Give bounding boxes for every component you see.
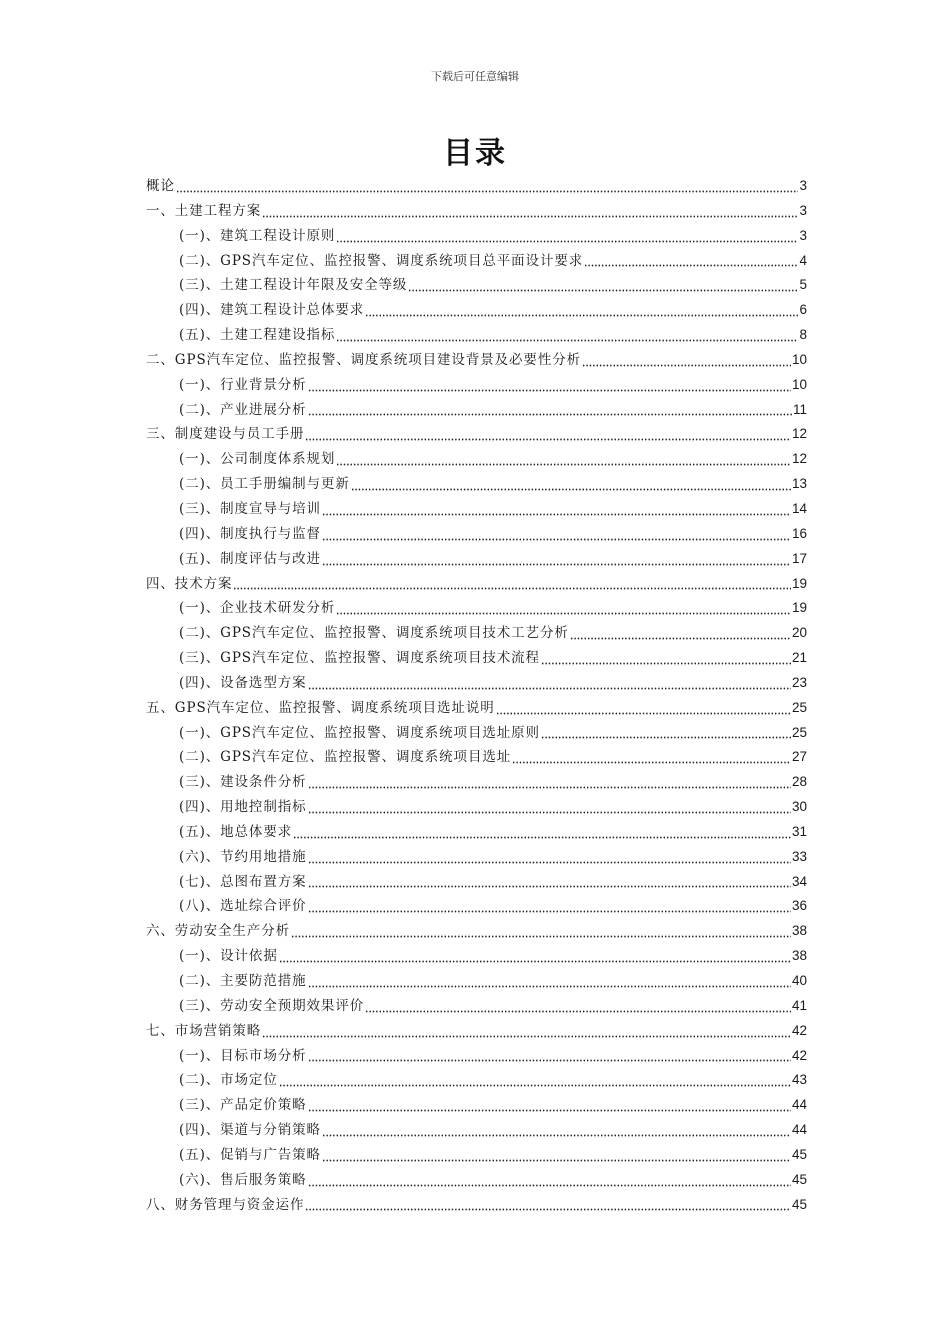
toc-entry-title[interactable]: (八)、选址综合评价: [179, 898, 307, 915]
toc-entry[interactable]: [146, 522, 807, 547]
toc-page-number[interactable]: 3: [799, 178, 807, 193]
toc-page-number[interactable]: 14: [791, 500, 807, 516]
toc-dot-leader: [308, 802, 791, 814]
toc-entry-title[interactable]: (一)、目标市场分析: [179, 1047, 307, 1064]
toc-entry[interactable]: [146, 1093, 807, 1118]
toc-page-number[interactable]: 3: [799, 202, 807, 218]
toc-page-number[interactable]: 45: [791, 1171, 807, 1187]
toc-page-number[interactable]: 16: [791, 525, 807, 541]
toc-page-number[interactable]: 17: [791, 550, 807, 566]
toc-page-number[interactable]: 45: [791, 1146, 807, 1162]
toc-entry-title[interactable]: (二)、GPS汽车定位、监控报警、调度系统项目总平面设计要求: [179, 252, 584, 269]
toc-dot-leader: [308, 1175, 791, 1187]
toc-page-number[interactable]: 27: [791, 749, 807, 765]
toc-page-number[interactable]: 31: [791, 823, 807, 839]
toc-dot-leader: [262, 206, 798, 218]
toc-entry-title[interactable]: (三)、劳动安全预期效果评价: [179, 997, 365, 1014]
toc-page-number[interactable]: 23: [791, 674, 807, 690]
toc-entry[interactable]: [146, 447, 807, 472]
toc-entry-title[interactable]: (三)、建设条件分析: [179, 774, 307, 791]
toc-entry[interactable]: [146, 919, 807, 944]
toc-entry[interactable]: [146, 944, 807, 969]
toc-dot-leader: [351, 479, 791, 491]
toc-page-number[interactable]: 6: [799, 302, 807, 318]
toc-entry-title[interactable]: (五)、促销与广告策略: [179, 1146, 321, 1163]
toc-entry-title[interactable]: (二)、GPS汽车定位、监控报警、调度系统项目技术工艺分析: [179, 625, 569, 642]
toc-dot-leader: [336, 330, 798, 342]
toc-dot-leader: [293, 827, 791, 839]
toc-dot-leader: [322, 529, 791, 541]
toc-entry-title[interactable]: 五、GPS汽车定位、监控报警、调度系统项目选址说明: [146, 699, 495, 716]
toc-page-number[interactable]: 20: [791, 625, 807, 641]
toc-entry-title[interactable]: 二、GPS汽车定位、监控报警、调度系统项目建设背景及必要性分析: [146, 351, 582, 368]
toc-entry[interactable]: [146, 398, 807, 423]
toc-entry-title[interactable]: (六)、节约用地措施: [179, 848, 307, 865]
toc-dot-leader: [512, 752, 791, 764]
toc-dot-leader: [322, 554, 791, 566]
toc-page-number[interactable]: 13: [791, 476, 807, 492]
toc-entry[interactable]: [146, 621, 807, 646]
toc-page-number[interactable]: 40: [791, 973, 807, 988]
toc-entry-title[interactable]: (一)、公司制度体系规划: [179, 451, 336, 468]
toc-page-number[interactable]: 12: [791, 451, 807, 467]
toc-entry[interactable]: [146, 1118, 807, 1143]
toc-dot-leader: [541, 727, 791, 739]
toc-title: 目录: [443, 136, 507, 171]
toc-entry[interactable]: [146, 994, 807, 1019]
toc-entry[interactable]: [146, 497, 807, 522]
toc-entry[interactable]: [146, 323, 807, 348]
toc-dot-leader: [308, 1100, 791, 1112]
toc-dot-leader: [541, 653, 791, 665]
toc-entry-title[interactable]: (二)、市场定位: [179, 1072, 278, 1089]
toc-entry[interactable]: [146, 547, 807, 572]
toc-dot-leader: [233, 578, 791, 590]
toc-entry[interactable]: [146, 795, 807, 820]
toc-page-number[interactable]: 19: [791, 600, 807, 616]
toc-dot-leader: [336, 454, 791, 466]
toc-dot-leader: [308, 678, 791, 690]
toc-page-number[interactable]: 11: [792, 401, 807, 417]
toc-page-number[interactable]: 33: [791, 848, 807, 864]
toc-page-number[interactable]: 8: [799, 327, 807, 343]
toc-page-number[interactable]: 41: [791, 997, 807, 1013]
toc-page-number[interactable]: 42: [791, 1022, 807, 1038]
toc-entry-title[interactable]: (二)、员工手册编制与更新: [179, 476, 350, 493]
toc-entry[interactable]: [146, 671, 807, 696]
toc-entry-title[interactable]: (一)、企业技术研发分析: [179, 600, 336, 617]
toc-page-number[interactable]: 43: [791, 1072, 807, 1088]
toc-dot-leader: [176, 181, 798, 193]
toc-dot-leader: [322, 504, 791, 516]
toc-entry-title[interactable]: 六、劳动安全生产分析: [146, 923, 290, 940]
toc-dot-leader: [279, 1075, 791, 1087]
toc-dot-leader: [584, 255, 798, 267]
toc-entry[interactable]: [146, 273, 807, 298]
toc-entry[interactable]: [146, 646, 807, 671]
toc-entry[interactable]: [146, 174, 807, 199]
toc-entry[interactable]: [146, 373, 807, 398]
toc-entry[interactable]: [146, 820, 807, 845]
toc-entry-title[interactable]: (七)、总图布置方案: [179, 873, 307, 890]
toc-entry-title[interactable]: (三)、GPS汽车定位、监控报警、调度系统项目技术流程: [179, 650, 540, 667]
toc-entry-title[interactable]: (一)、行业背景分析: [179, 376, 307, 393]
toc-entry-title[interactable]: (一)、GPS汽车定位、监控报警、调度系统项目选址原则: [179, 724, 540, 741]
toc-entry[interactable]: [146, 422, 807, 447]
toc-page-number[interactable]: 3: [799, 227, 807, 243]
toc-page-number[interactable]: 10: [791, 351, 807, 367]
toc-page-number[interactable]: 25: [791, 699, 807, 715]
toc-page-number[interactable]: 44: [791, 1097, 807, 1113]
toc-entry-title[interactable]: (四)、制度执行与监督: [179, 525, 321, 542]
toc-page-number[interactable]: 25: [791, 724, 807, 740]
toc-page-number[interactable]: 34: [791, 873, 807, 889]
toc-entry[interactable]: [146, 1168, 807, 1193]
toc-page-number[interactable]: 44: [791, 1122, 807, 1138]
toc-dot-leader: [308, 1050, 791, 1062]
toc-page-number[interactable]: 30: [791, 799, 807, 815]
toc-entry-title[interactable]: 四、技术方案: [146, 575, 233, 592]
toc-dot-leader: [365, 1001, 791, 1013]
toc-entry-title[interactable]: (六)、售后服务策略: [179, 1171, 307, 1188]
toc-entry[interactable]: [146, 745, 807, 770]
toc-entry-title[interactable]: (三)、制度宣导与培训: [179, 500, 321, 517]
toc-entry[interactable]: [146, 249, 807, 274]
toc-dot-leader: [582, 355, 791, 367]
toc-dot-leader: [308, 976, 791, 988]
toc-entry-title[interactable]: (五)、土建工程建设指标: [179, 327, 336, 344]
toc-dot-leader: [308, 777, 791, 789]
toc-entry-title[interactable]: (四)、渠道与分销策略: [179, 1122, 321, 1139]
toc-page-number[interactable]: 4: [799, 252, 807, 268]
toc-dot-leader: [570, 628, 791, 640]
toc-dot-leader: [305, 1199, 791, 1211]
toc-page-number[interactable]: 36: [791, 898, 807, 914]
toc-dot-leader: [365, 305, 798, 317]
toc-entry-title[interactable]: (五)、地总体要求: [179, 823, 293, 840]
toc-entry-title[interactable]: 八、财务管理与资金运作: [146, 1196, 305, 1213]
toc-entry-title[interactable]: (一)、设计依据: [179, 948, 278, 965]
toc-page-number[interactable]: 42: [791, 1047, 807, 1063]
toc-entry-title[interactable]: (四)、设备选型方案: [179, 674, 307, 691]
toc-entry[interactable]: [146, 894, 807, 919]
toc-entry-title[interactable]: 一、土建工程方案: [146, 202, 262, 219]
toc-entry[interactable]: [146, 224, 807, 249]
toc-entry[interactable]: [146, 1068, 807, 1093]
toc-entry[interactable]: [146, 870, 807, 895]
toc-dot-leader: [496, 703, 791, 715]
toc-page-number[interactable]: 5: [799, 277, 807, 293]
toc-page-number[interactable]: 12: [791, 426, 807, 442]
toc-entry-title[interactable]: (二)、产业进展分析: [179, 401, 307, 418]
toc-dot-leader: [305, 429, 791, 441]
toc-entry[interactable]: [146, 1143, 807, 1168]
toc-page-number[interactable]: 38: [791, 923, 807, 939]
toc-entry[interactable]: [146, 199, 807, 224]
toc-dot-leader: [322, 1125, 791, 1137]
toc-entry[interactable]: [146, 572, 807, 597]
toc-entry-title[interactable]: (三)、产品定价策略: [179, 1097, 307, 1114]
toc-entry-title[interactable]: (一)、建筑工程设计原则: [179, 227, 336, 244]
toc-page-number[interactable]: 19: [791, 575, 807, 591]
toc-entry-title[interactable]: (二)、GPS汽车定位、监控报警、调度系统项目选址: [179, 749, 512, 766]
toc-page-number[interactable]: 21: [791, 650, 807, 666]
toc-entry[interactable]: [146, 845, 807, 870]
toc-entry[interactable]: [146, 770, 807, 795]
toc-entry-title[interactable]: (二)、主要防范措施: [179, 973, 307, 989]
toc-dot-leader: [408, 280, 798, 292]
toc-dot-leader: [279, 951, 791, 963]
toc-page-number[interactable]: 28: [791, 774, 807, 790]
toc-entry[interactable]: [146, 1193, 807, 1218]
page-header: 下载后可任意编辑: [431, 70, 519, 83]
toc-entry-title[interactable]: 七、市场营销策略: [146, 1022, 262, 1039]
toc-entry[interactable]: [146, 1044, 807, 1069]
toc-dot-leader: [291, 926, 791, 938]
toc-entry-title[interactable]: (三)、土建工程设计年限及安全等级: [179, 277, 408, 294]
table-of-contents: [146, 174, 807, 1217]
toc-entry[interactable]: [146, 596, 807, 621]
toc-dot-leader: [336, 231, 798, 243]
toc-dot-leader: [308, 852, 791, 864]
toc-entry-title[interactable]: (四)、建筑工程设计总体要求: [179, 302, 365, 319]
toc-entry[interactable]: [146, 348, 807, 373]
toc-entry[interactable]: [146, 472, 807, 497]
toc-entry-title[interactable]: 三、制度建设与员工手册: [146, 426, 305, 443]
toc-entry[interactable]: [146, 969, 807, 994]
toc-dot-leader: [322, 1150, 791, 1162]
toc-entry-title[interactable]: (四)、用地控制指标: [179, 799, 307, 816]
toc-dot-leader: [308, 380, 791, 392]
toc-dot-leader: [336, 603, 791, 615]
toc-entry[interactable]: [146, 298, 807, 323]
toc-page-number[interactable]: 10: [791, 376, 807, 392]
toc-dot-leader: [308, 901, 791, 913]
toc-dot-leader: [262, 1026, 791, 1038]
toc-entry-title[interactable]: 概论: [146, 178, 175, 194]
toc-dot-leader: [308, 876, 791, 888]
toc-entry-title[interactable]: (五)、制度评估与改进: [179, 550, 321, 567]
toc-dot-leader: [308, 404, 792, 416]
toc-page-number[interactable]: 45: [791, 1196, 807, 1212]
toc-entry[interactable]: [146, 721, 807, 746]
toc-page-number[interactable]: 38: [791, 948, 807, 964]
toc-entry[interactable]: [146, 1019, 807, 1044]
toc-entry[interactable]: [146, 696, 807, 721]
